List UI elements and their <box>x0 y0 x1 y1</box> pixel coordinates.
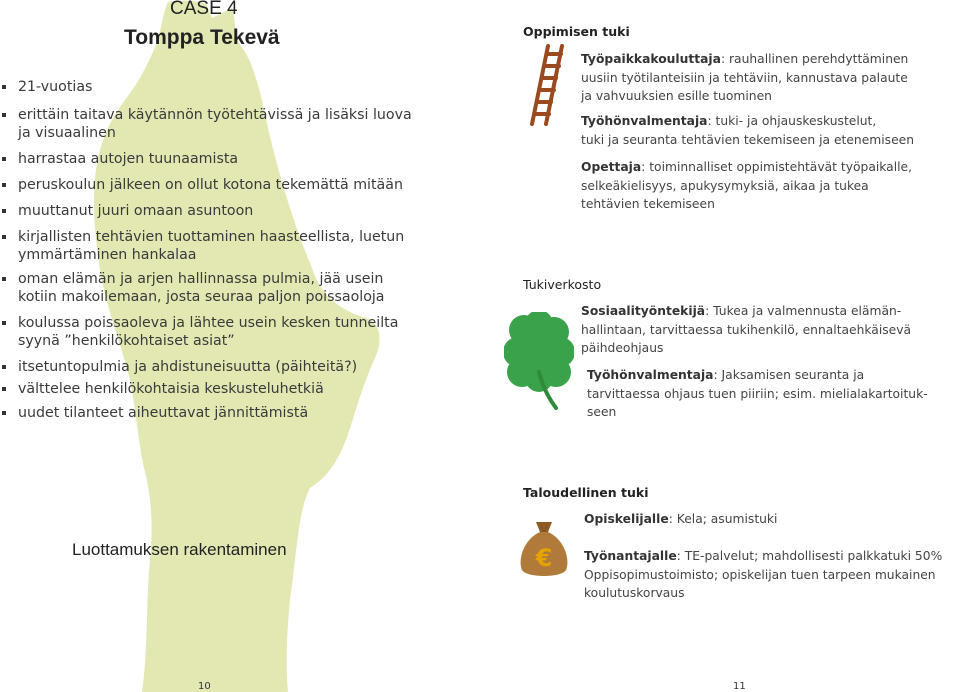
section-title-support-network: Tukiverkosto <box>523 277 602 292</box>
bullet-icon <box>2 209 6 213</box>
ladder-icon <box>528 44 566 126</box>
bullet-icon <box>2 235 6 239</box>
bullet-icon <box>2 157 6 161</box>
clover-icon <box>504 312 574 412</box>
list-item: erittäin taitava käytännön työtehtävissä ja lisäksi luova ja visuaalinen <box>0 106 440 142</box>
bullet-icon <box>2 277 6 281</box>
bullet-icon <box>2 365 6 369</box>
list-item: oman elämän ja arjen hallinnassa pulmia, jää usein kotiin makoilemaan, josta seuraa paljon poissaoloja <box>0 270 440 306</box>
list-item: muuttanut juuri omaan asuntoon <box>0 202 440 220</box>
entry-job-coach-network: Työhönvalmentaja: Jaksamisen seuranta ja tarvittaessa ohjaus tuen piiriin; esim. mielialakartoituk- seen <box>587 368 928 419</box>
right-page <box>480 0 960 692</box>
section-title-financial-support: Taloudellinen tuki <box>523 485 649 500</box>
entry-social-worker: Sosiaalityöntekijä: Tukea ja valmennusta elämän- hallintaan, tarvittaessa tukihenkilö, ennaltaehkäisevä päihdeohjaus <box>581 304 912 355</box>
list-item: kirjallisten tehtävien tuottaminen haasteellista, luetun ymmärtäminen hankalaa <box>0 228 440 264</box>
bullet-icon <box>2 387 6 391</box>
euro-icon: € <box>535 544 553 572</box>
case-name: Tomppa Tekevä <box>124 26 280 49</box>
entry-student-support: Opiskelijalle: Kela; asumistuki <box>584 512 778 526</box>
list-item: koulussa poissaoleva ja lähtee usein kesken tunneilta syynä ”henkilökohtaiset asiat” <box>0 314 440 350</box>
page-number-left: 10 <box>198 681 211 692</box>
list-item: harrastaa autojen tuunaamista <box>0 150 440 168</box>
trust-caption: Luottamuksen rakentaminen <box>72 540 287 559</box>
list-item: itsetuntopulmia ja ahdistuneisuutta (päihteitä?) <box>0 358 440 376</box>
bullet-icon <box>2 113 6 117</box>
bullet-icon <box>2 85 6 89</box>
list-item: uudet tilanteet aiheuttavat jännittämistä <box>0 404 440 422</box>
list-item: peruskoulun jälkeen on ollut kotona tekemättä mitään <box>0 176 440 194</box>
list-item: 21-vuotias <box>0 78 440 96</box>
bullet-icon <box>2 183 6 187</box>
entry-job-coach: Työhönvalmentaja: tuki- ja ohjauskeskustelut, tuki ja seuranta tehtävien tekemiseen ja etenemiseen <box>581 114 915 147</box>
entry-workplace-trainer: Työpaikkakouluttaja: rauhallinen perehdyttäminen uusiin työtilanteisiin ja tehtäviin, kannustava palaute ja vahvuuksien esille tuominen <box>581 52 909 103</box>
section-title-learning-support: Oppimisen tuki <box>523 24 630 39</box>
case-label: CASE 4 <box>170 0 238 19</box>
entry-teacher: Opettaja: toiminnalliset oppimistehtävät työpaikalle, selkeäkielisyys, apukysymyksiä, aikaa ja tukea tehtävien tekemiseen <box>581 160 913 211</box>
entry-employer-support: Työnantajalle: TE-palvelut; mahdollisesti palkkatuki 50% Oppisopimustoimisto; opiskelijan tuen tarpeen mukainen koulutuskorvaus <box>584 549 943 600</box>
list-item: välttelee henkilökohtaisia keskusteluhetkiä <box>0 380 440 398</box>
bullet-icon <box>2 321 6 325</box>
money-bag-icon <box>516 518 572 580</box>
page-number-right: 11 <box>733 681 746 692</box>
bullet-icon <box>2 411 6 415</box>
